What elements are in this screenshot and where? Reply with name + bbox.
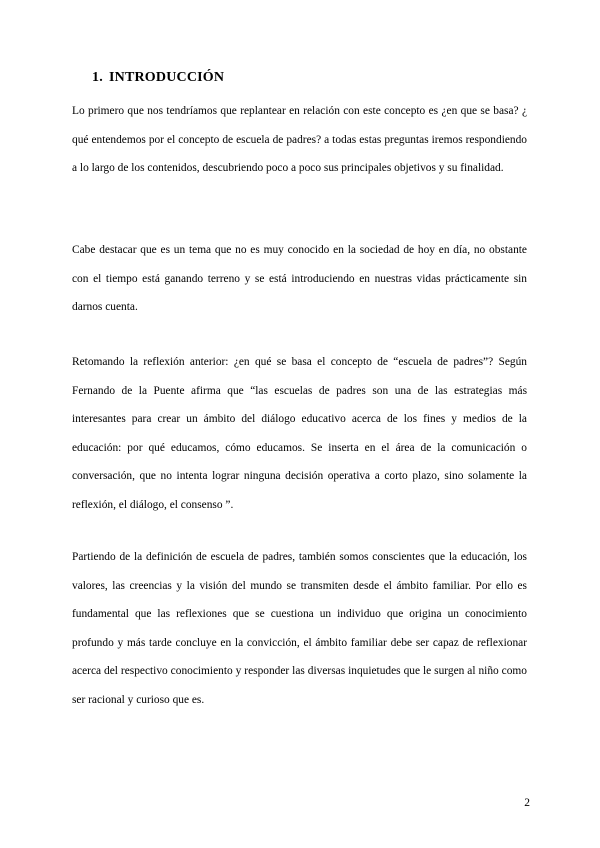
- section-number: 1.: [92, 70, 103, 85]
- paragraph-3: Retomando la reflexión anterior: ¿en qué se basa el concepto de “escuela de padres”? Según Fernando de la Puente afirma que “las escuelas de padres son una de las estrategias más interesantes para crear un ámbito del diálogo educativo acerca de los fines y medios de la educación: por qué educamos, cómo educamos. Se inserta en el área de la comunicación o conversación, que no intenta lograr ninguna decisión operativa a corto plazo, sino solamente la reflexión, el diálogo, el consenso ”.: [72, 356, 527, 511]
- section-heading: [92, 70, 224, 86]
- section-title: INTRODUCCIÓN: [109, 70, 225, 85]
- paragraph-1: Lo primero que nos tendríamos que replantear en relación con este concepto es ¿en que se basa? ¿ qué entendemos por el concepto de escuela de padres? a todas estas preguntas iremos respondiendo a lo largo de los contenidos, descubriendo poco a poco sus principales objetivos y su finalidad.: [72, 105, 527, 174]
- page-number: 2: [524, 797, 530, 809]
- paragraph-2: Cabe destacar que es un tema que no es muy conocido en la sociedad de hoy en día, no obstante con el tiempo está ganando terreno y se está introduciendo en nuestras vidas prácticamente sin darnos cuenta.: [72, 244, 527, 313]
- paragraph-4: Partiendo de la definición de escuela de padres, también somos conscientes que la educación, los valores, las creencias y la visión del mundo se transmiten desde el ámbito familiar. Por ello es fundamental que las reflexiones que se cuestiona un individuo que origina un conocimiento profundo y más tarde concluye en la convicción, el ámbito familiar debe ser capaz de reflexionar acerca del respectivo conocimiento y responder las diversas inquietudes que le surgen al niño como ser racional y curioso que es.: [72, 551, 527, 706]
